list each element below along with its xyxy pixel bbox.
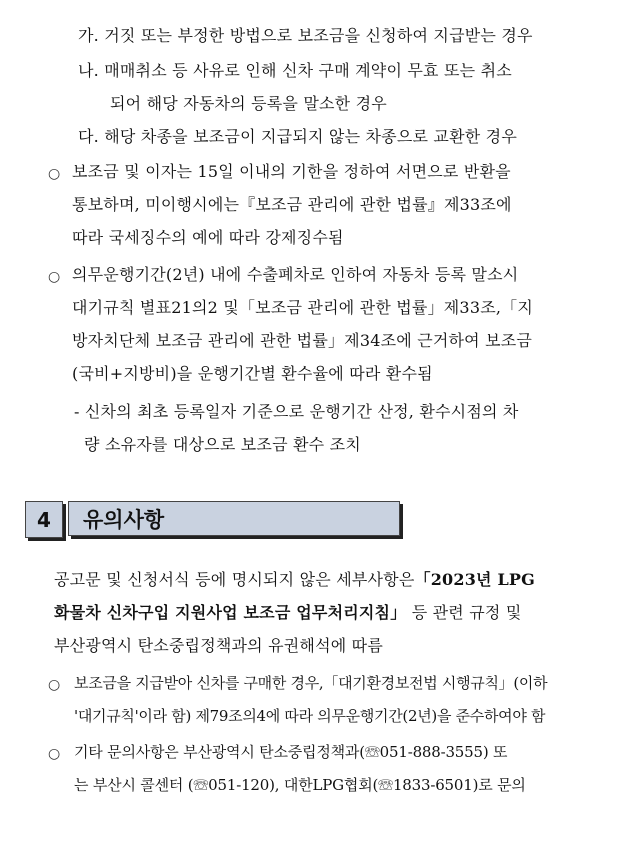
para3-line-1: 보조금을 지급받아 신차를 구매한 경우,「대기환경보전법 시행규칙」(이하	[74, 674, 548, 692]
para2-line-4: (국비+지방비)을 운행기간별 환수율에 따라 환수됨	[72, 364, 433, 383]
notice-text: 공고문 및 신청서식 등에 명시되지 않은 세부사항은	[54, 570, 415, 589]
para4-line-2: 는 부산시 콜센터 (☏051-120), 대한LPG협회(☏1833-6501)로 문의	[74, 776, 526, 794]
notice-line-3: 부산광역시 탄소중립정책과의 유권해석에 따름	[54, 636, 383, 655]
para1-line-3: 따라 국세징수의 예에 따라 강제징수됨	[72, 228, 344, 247]
para2-line-1: 의무운행기간(2년) 내에 수출폐차로 인하여 자동차 등록 말소시	[72, 265, 519, 284]
list-marker: 다.	[78, 127, 99, 146]
list-text: 해당 차종을 보조금이 지급되지 않는 차종으로 교환한 경우	[104, 127, 517, 146]
section-title: 유의사항	[68, 501, 400, 536]
bullet-circle-icon: ○	[48, 677, 61, 693]
notice-line-2	[54, 603, 522, 623]
section-number: 4	[25, 501, 63, 538]
para1-line-2: 통보하며, 미이행시에는『보조금 관리에 관한 법률』제33조에	[72, 195, 512, 214]
dash-item-line-2: 량 소유자를 대상으로 보조금 환수 조치	[84, 435, 361, 454]
bullet-circle-icon: ○	[48, 746, 61, 762]
bullet-circle-icon: ○	[48, 166, 61, 182]
dash-item-line-1: - 신차의 최초 등록일자 기준으로 운행기간 산정, 환수시점의 차	[74, 402, 519, 421]
list-text: 매매취소 등 사유로 인해 신차 구매 계약이 무효 또는 취소	[104, 61, 512, 80]
notice-line-1	[54, 570, 535, 590]
list-marker: 나.	[78, 61, 99, 80]
list-marker: 가.	[78, 26, 99, 45]
list-item-na	[78, 61, 512, 81]
list-item-ga	[78, 26, 533, 46]
notice-bold-text: 화물차 신차구입 지원사업 보조금 업무처리지침」	[54, 603, 407, 622]
list-text: 거짓 또는 부정한 방법으로 보조금을 신청하여 지급받는 경우	[104, 26, 533, 45]
notice-bold-text: 「2023년 LPG	[414, 570, 536, 589]
bullet-circle-icon: ○	[48, 269, 61, 285]
list-item-na-continued: 되어 해당 자동차의 등록을 말소한 경우	[110, 94, 387, 113]
para3-line-2: '대기규칙'이라 함) 제79조의4에 따라 의무운행기간(2년)을 준수하여야 함	[74, 707, 546, 725]
para2-line-3: 방자치단체 보조금 관리에 관한 법률」제34조에 근거하여 보조금	[72, 331, 533, 350]
para4-line-1: 기타 문의사항은 부산광역시 탄소중립정책과(☏051-888-3555) 또	[74, 743, 508, 761]
para2-line-2: 대기규칙 별표21의2 및「보조금 관리에 관한 법률」제33조,「지	[72, 298, 533, 317]
list-item-da	[78, 127, 517, 147]
para1-line-1: 보조금 및 이자는 15일 이내의 기한을 정하여 서면으로 반환을	[72, 162, 511, 181]
notice-text: 등 관련 규정 및	[411, 603, 522, 622]
